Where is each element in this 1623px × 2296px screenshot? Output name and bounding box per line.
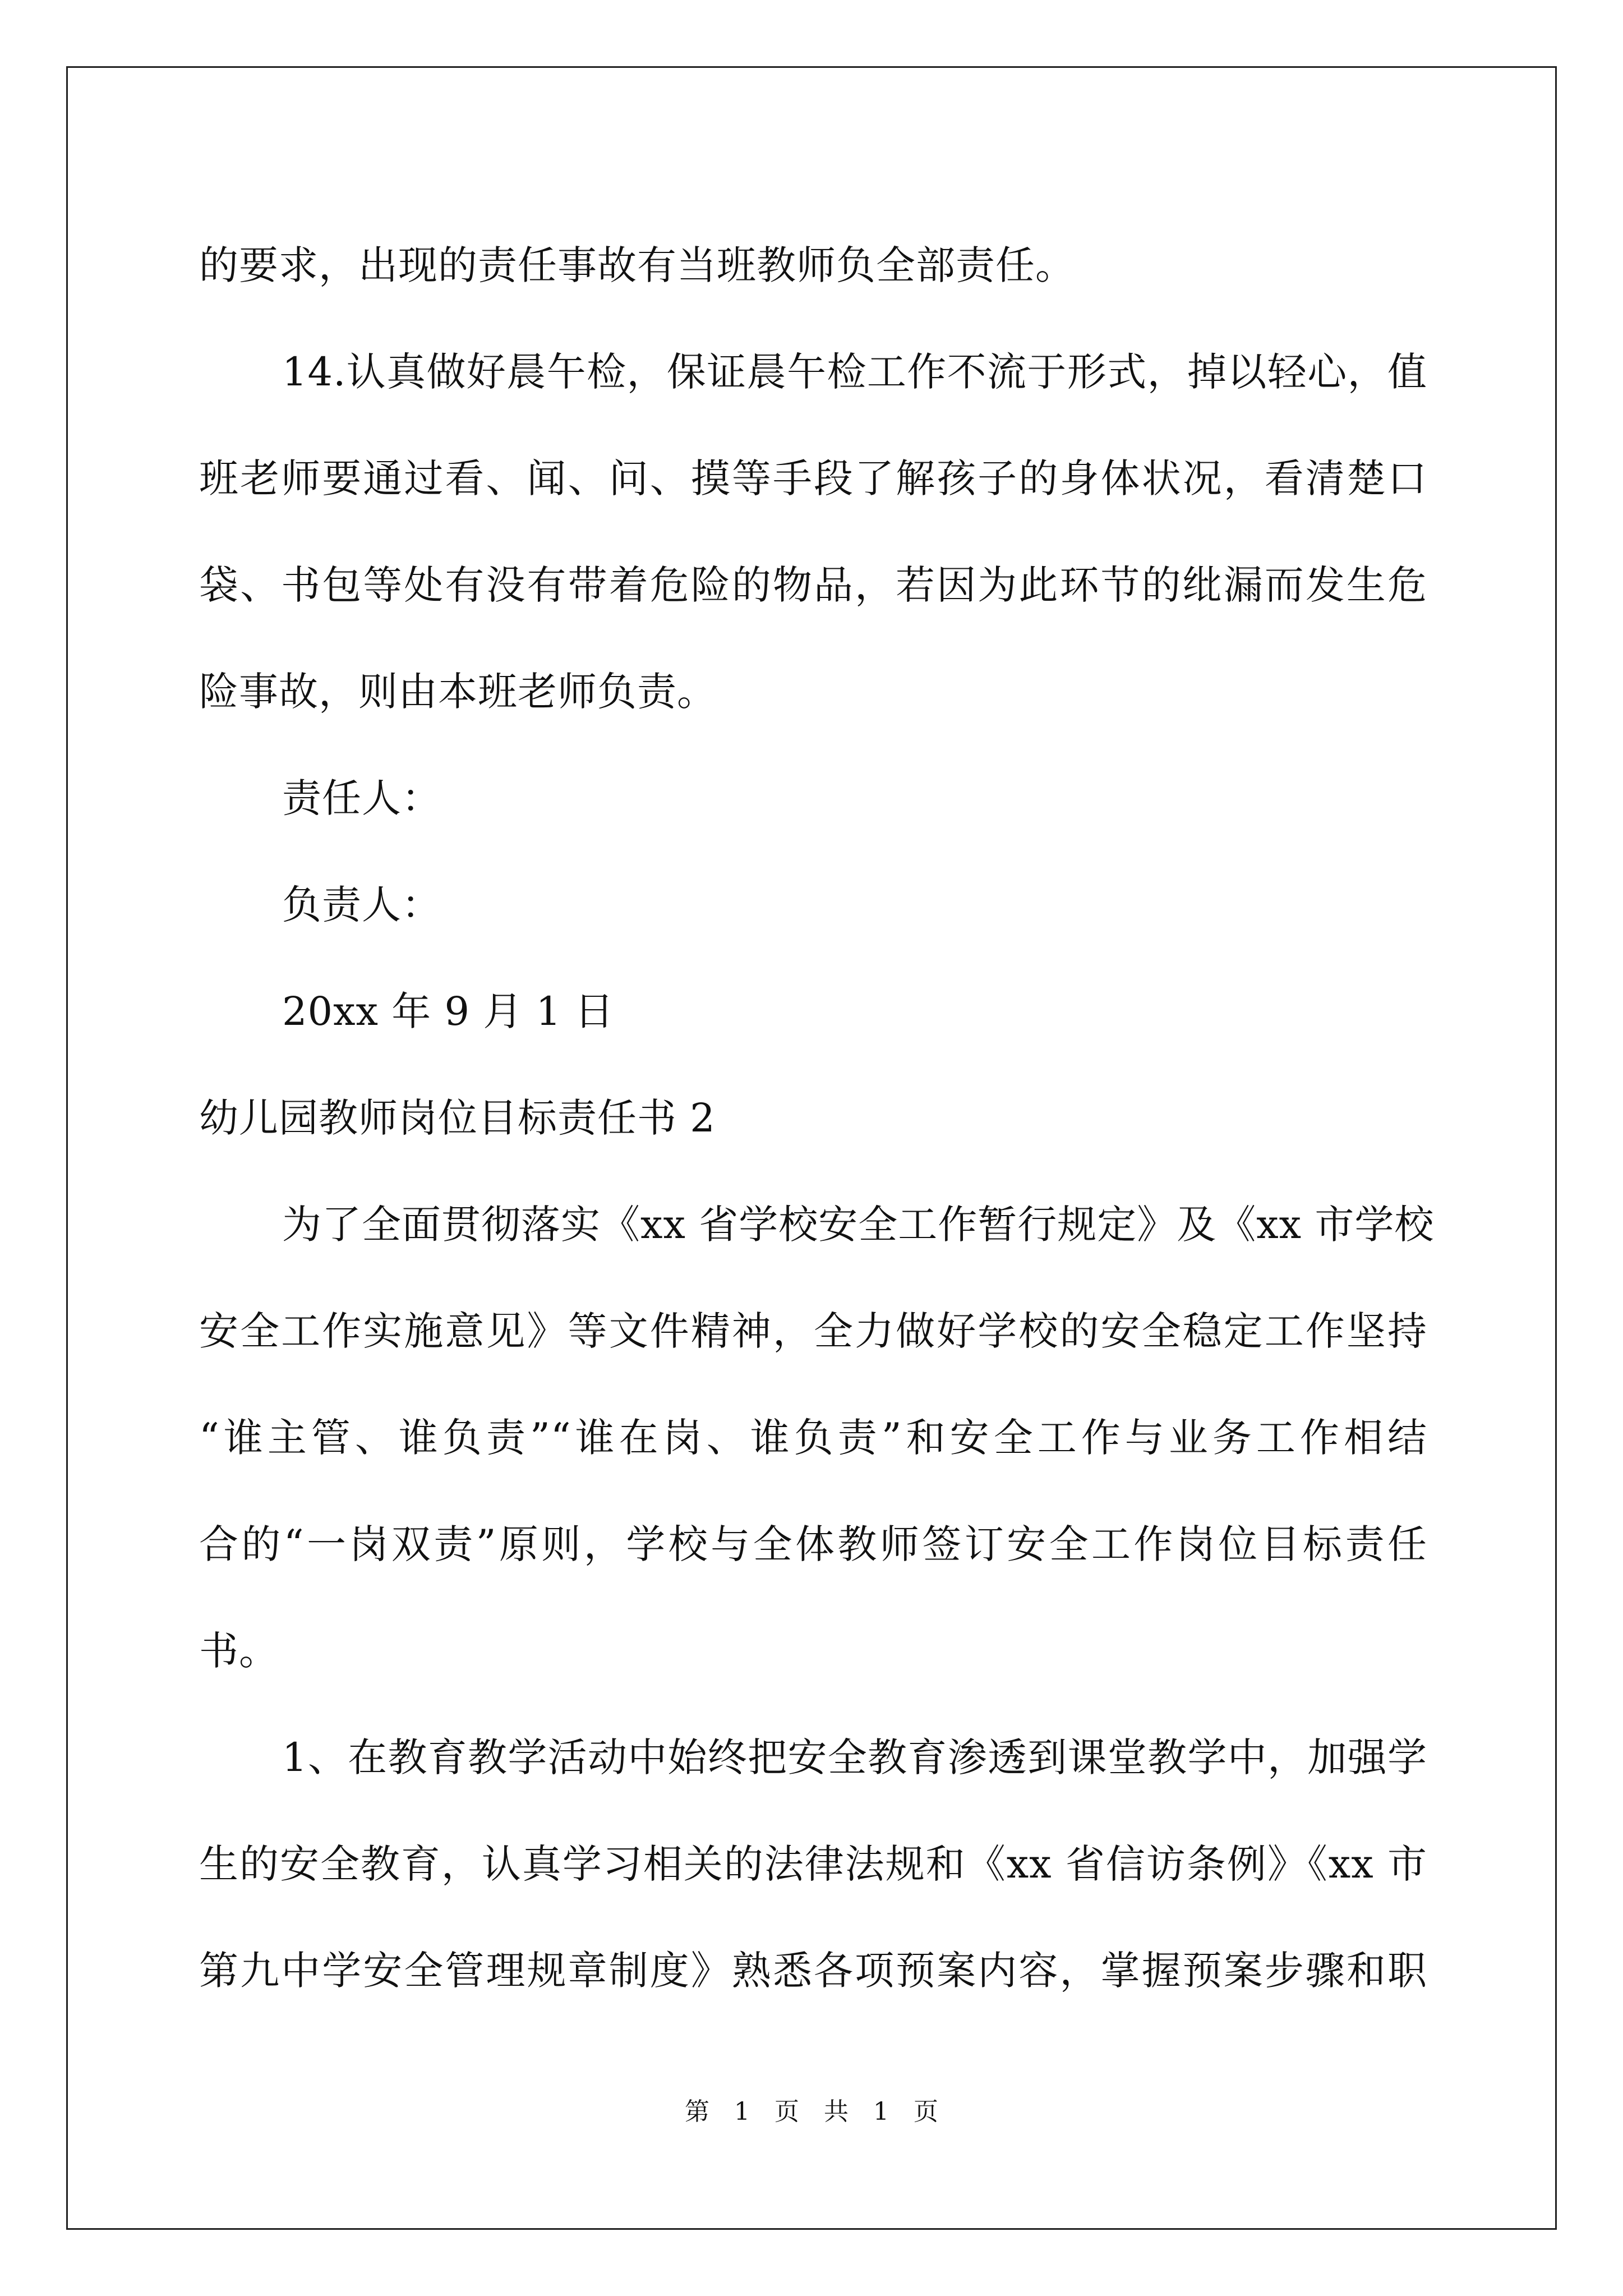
- paragraph-line: 书。: [199, 1628, 279, 1674]
- page-footer: 第 1 页 共 1 页: [685, 2097, 938, 2126]
- paragraph-line: “谁主管、谁负责”“谁在岗、谁负责”和安全工作与业务工作相结: [199, 1415, 1427, 1461]
- paragraph-line: 14.认真做好晨午检，保证晨午检工作不流于形式，掉以轻心，值: [282, 349, 1427, 395]
- paragraph-line: 第九中学安全管理规章制度》熟悉各项预案内容，掌握预案步骤和职: [199, 1948, 1427, 1994]
- section-title: 幼儿园教师岗位目标责任书 2: [199, 1095, 716, 1141]
- paragraph-line: 1、在教育教学活动中始终把安全教育渗透到课堂教学中，加强学: [282, 1734, 1427, 1780]
- paragraph-line: 合的“一岗双责”原则，学校与全体教师签订安全工作岗位目标责任: [199, 1521, 1427, 1567]
- paragraph-line: 班老师要通过看、闻、问、摸等手段了解孩子的身体状况，看清楚口: [199, 455, 1427, 501]
- paragraph-line: 的要求，出现的责任事故有当班教师负全部责任。: [199, 242, 1075, 288]
- document-body: [199, 212, 1435, 2024]
- paragraph-line: 生的安全教育，认真学习相关的法律法规和《xx 省信访条例》《xx 市: [199, 1841, 1427, 1887]
- signature-person-in-charge: 负责人：: [282, 882, 441, 928]
- paragraph-line: 为了全面贯彻落实《xx 省学校安全工作暂行规定》及《xx 市学校: [282, 1202, 1435, 1248]
- signature-responsible-person: 责任人：: [282, 775, 441, 821]
- paragraph-line: 险事故，则由本班老师负责。: [199, 669, 717, 715]
- document-date: 20xx 年 9 月 1 日: [282, 988, 615, 1034]
- paragraph-line: 袋、书包等处有没有带着危险的物品，若因为此环节的纰漏而发生危: [199, 562, 1427, 608]
- paragraph-line: 安全工作实施意见》等文件精神，全力做好学校的安全稳定工作坚持: [199, 1308, 1427, 1354]
